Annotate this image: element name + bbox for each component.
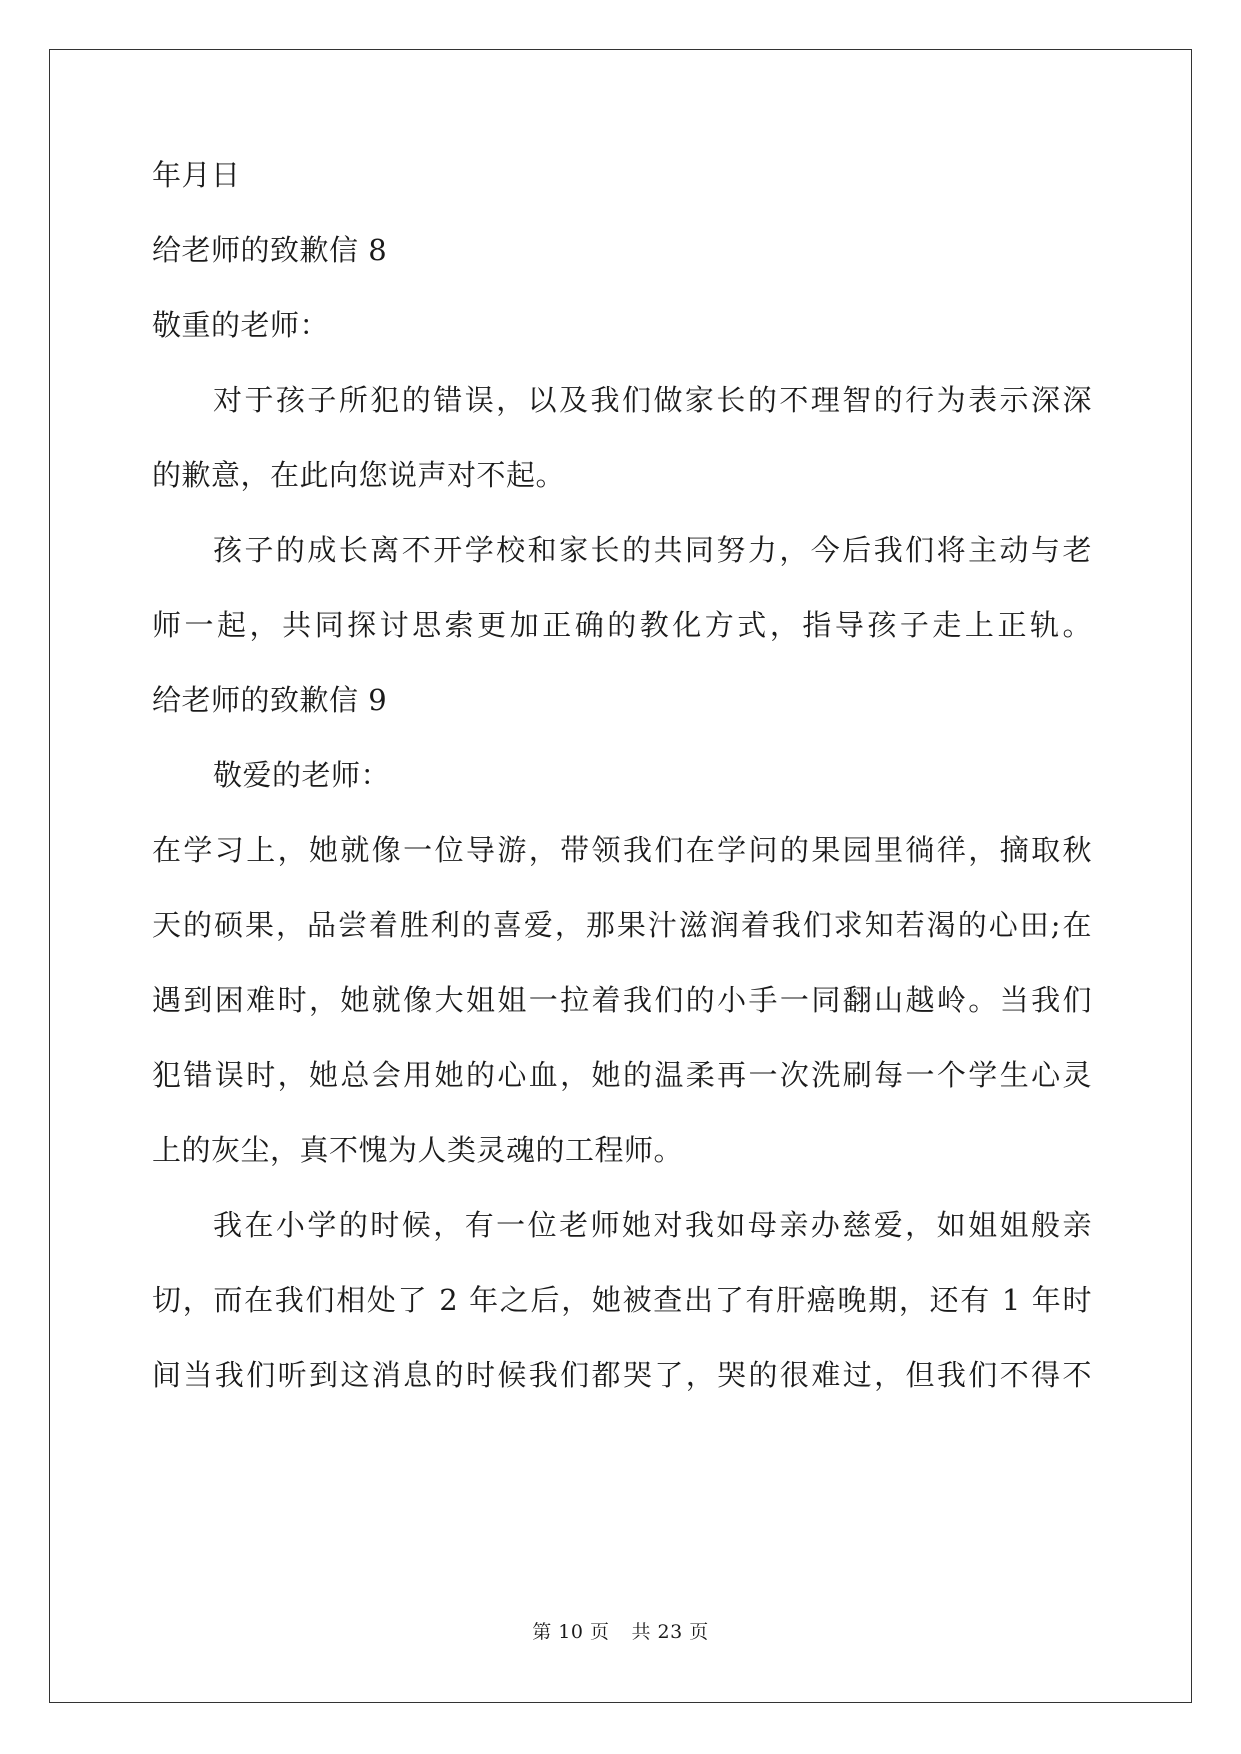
letter-title-9: 给老师的致歉信 9 <box>152 683 388 717</box>
paragraph-line: 遇到困难时，她就像大姐姐一拉着我们的小手一同翻山越岭。当我们 <box>152 983 1092 1017</box>
paragraph-line: 对于孩子所犯的错误，以及我们做家长的不理智的行为表示深深 <box>213 383 1092 417</box>
salutation-9: 敬爱的老师： <box>213 758 391 792</box>
paragraph-line: 切，而在我们相处了 2 年之后，她被查出了有肝癌晚期，还有 1 年时 <box>152 1283 1092 1317</box>
letter-title-8: 给老师的致歉信 8 <box>152 233 388 267</box>
salutation-8: 敬重的老师： <box>152 308 330 342</box>
paragraph-line: 犯错误时，她总会用她的心血，她的温柔再一次洗刷每一个学生心灵 <box>152 1058 1092 1092</box>
paragraph-line: 孩子的成长离不开学校和家长的共同努力，今后我们将主动与老 <box>213 533 1092 567</box>
paragraph-line: 师一起，共同探讨思索更加正确的教化方式，指导孩子走上正轨。 <box>152 608 1092 642</box>
paragraph-line: 上的灰尘，真不愧为人类灵魂的工程师。 <box>152 1133 684 1167</box>
page-border <box>49 49 1192 1703</box>
paragraph-line: 天的硕果，品尝着胜利的喜爱，那果汁滋润着我们求知若渴的心田;在 <box>152 908 1092 942</box>
page-number: 第 10 页 <box>532 1621 610 1643</box>
paragraph-line: 的歉意，在此向您说声对不起。 <box>152 458 566 492</box>
paragraph-line: 我在小学的时候，有一位老师她对我如母亲办慈爱，如姐姐般亲 <box>213 1208 1092 1242</box>
page-footer <box>0 1620 1241 1644</box>
date-line: 年月日 <box>152 158 241 192</box>
paragraph-line: 在学习上，她就像一位导游，带领我们在学问的果园里徜徉，摘取秋 <box>152 833 1092 867</box>
page-total: 共 23 页 <box>631 1621 709 1643</box>
paragraph-line: 间当我们听到这消息的时候我们都哭了，哭的很难过，但我们不得不 <box>152 1358 1092 1392</box>
